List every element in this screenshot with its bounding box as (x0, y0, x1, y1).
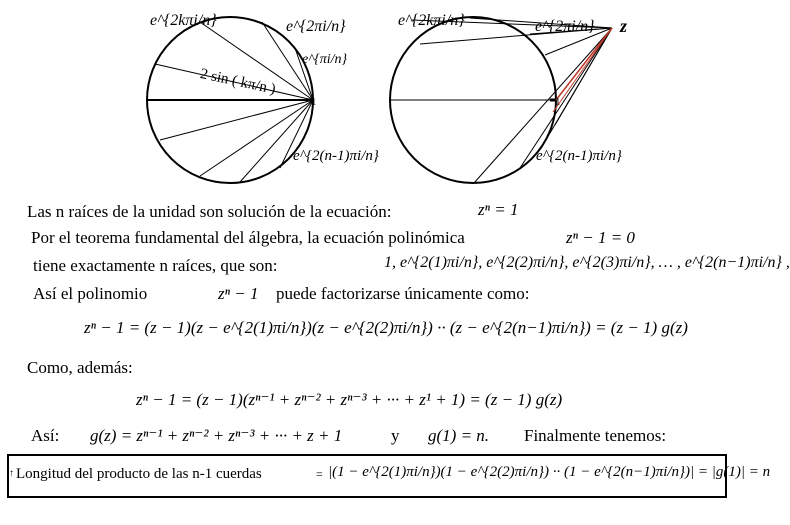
box-label: Longitud del producto de las n-1 cuerdas (16, 466, 262, 482)
left-point-one-label: 1 (311, 96, 317, 108)
text-line6-y: y (391, 426, 400, 445)
text-line2: Por el teorema fundamental del álgebra, la ecuación polinómica (31, 228, 465, 247)
box-eq-sign: = (316, 467, 323, 481)
text-line1: Las n raíces de la unidad son solución de la ecuación: (27, 202, 392, 221)
text-line6-final: Finalmente tenemos: (524, 426, 667, 445)
eq-g1: g(1) = n. (428, 426, 490, 445)
eq-poly-inline: zⁿ − 1 (218, 284, 259, 303)
right-red-chord-2 (553, 28, 612, 112)
eq-factor: zⁿ − 1 = (z − 1)(z − e^{2(1)πi/n})(z − e^{2(2)πi/n}) ·· (z − e^{2(n−1)πi/n}) = (z − 1) g(z) (84, 318, 688, 337)
eq-g: g(z) = zⁿ⁻¹ + zⁿ⁻² + zⁿ⁻³ + ··· + z + 1 (90, 426, 343, 445)
box-marker: ↑ (9, 468, 14, 479)
text-line5: Como, además: (27, 358, 133, 377)
text-line4b: puede factorizarse únicamente como: (276, 284, 530, 303)
eq-roots: 1, e^{2(1)πi/n}, e^{2(2)πi/n}, e^{2(3)πi/n}, … , e^{2(n−1)πi/n} , (384, 254, 790, 271)
right-label-e2n1: e^{2(n-1)πi/n} (536, 148, 622, 164)
right-label-e2pi: e^{2πi/n} (535, 18, 595, 35)
right-point-one-label: 1 (555, 96, 561, 108)
text-line4a: Así el polinomio (33, 284, 148, 303)
right-label-e2kpi: e^{2kπi/n} (398, 12, 465, 29)
left-label-epi: e^{πi/n} (302, 52, 348, 67)
left-label-e2n1: e^{2(n-1)πi/n} (293, 148, 379, 164)
eq-poly: zⁿ − 1 = 0 (566, 228, 635, 247)
left-label-e2pi: e^{2πi/n} (286, 18, 346, 35)
eq-unit: zⁿ = 1 (478, 200, 519, 219)
eq-sum: zⁿ − 1 = (z − 1)(zⁿ⁻¹ + zⁿ⁻² + zⁿ⁻³ + ··· + z¹ + 1) = (z − 1) g(z) (136, 390, 563, 409)
text-line6: Así: (31, 426, 60, 445)
left-chord-label: 2 sin ( kπ/n ) (198, 66, 278, 98)
left-label-e2kpi: e^{2kπi/n} (150, 12, 217, 29)
right-z-label: z (620, 16, 628, 36)
eq-box: |(1 − e^{2(1)πi/n})(1 − e^{2(2)πi/n}) ·· (1 − e^{2(n−1)πi/n})| = |g(1)| = n (328, 464, 771, 480)
text-line3: tiene exactamente n raíces, que son: (33, 256, 278, 275)
